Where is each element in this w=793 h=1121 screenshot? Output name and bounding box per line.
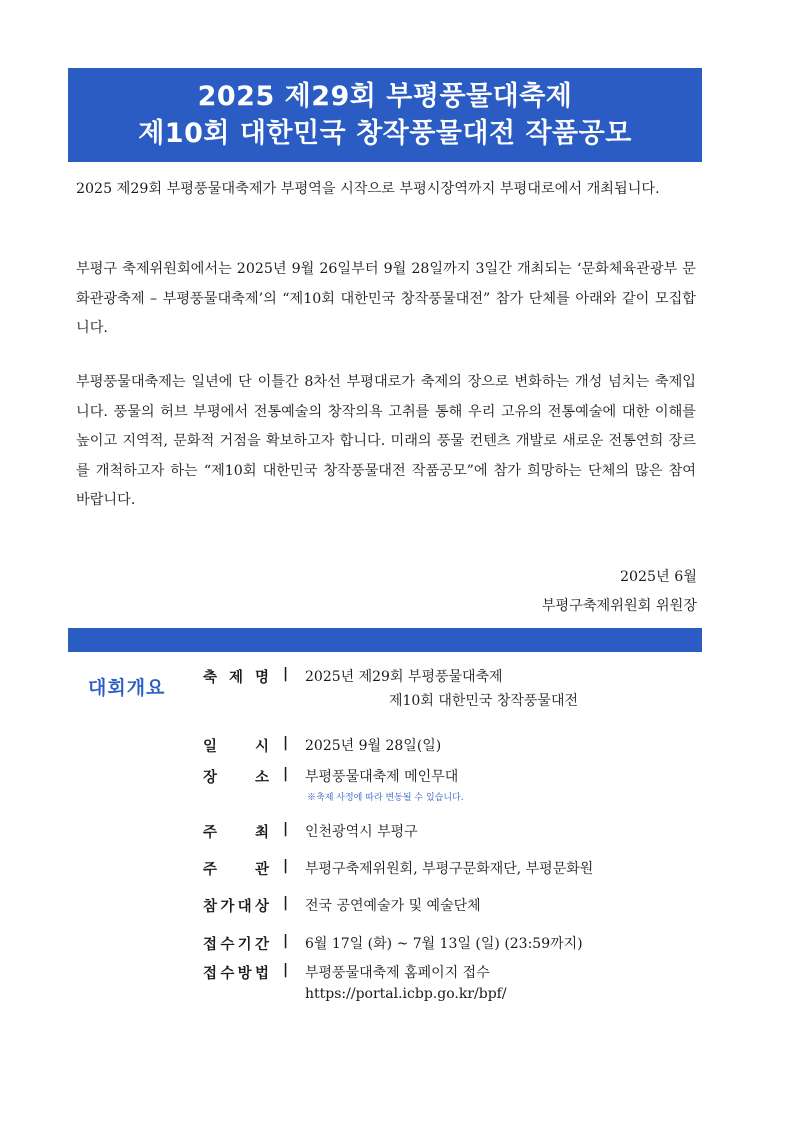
- overview-row-value: 부평풍물대축제 메인무대: [305, 769, 459, 785]
- overview-row-label: 접 수 기 간: [203, 937, 269, 953]
- overview-row-separator: |: [283, 666, 289, 682]
- overview-row-separator: |: [283, 933, 289, 949]
- overview-row-value: 인천광역시 부평구: [305, 824, 418, 840]
- overview-row-value-secondary: https://portal.icbp.go.kr/bpf/: [305, 986, 507, 1002]
- overview-row-value: 2025년 9월 28일(일): [305, 738, 442, 754]
- overview-row-separator: |: [283, 895, 289, 911]
- title-line-1: 2025 제29회 부평풍물대축제: [197, 81, 573, 112]
- overview-row-value: 2025년 제29회 부평풍물대축제: [305, 669, 503, 685]
- notice-signer: 부평구축제위원회 위원장: [541, 598, 697, 614]
- overview-row-value: 전국 공연예술가 및 예술단체: [305, 898, 481, 914]
- overview-row-label: 축 제 명: [203, 670, 269, 686]
- overview-row-value: 6월 17일 (화) ~ 7월 13일 (일) (23:59까지): [305, 936, 583, 952]
- intro-paragraph-2: 부평구 축제위원회에서는 2025년 9월 26일부터 9월 28일까지 3일간 개최되는 ‘문화체육관광부 문화관광축제 – 부평풍물대축제’의 “제10회 대한민국 창작풍물대전” 참가 단체를 아래와 같이 모집합니다.: [76, 261, 696, 336]
- intro-paragraph-3: 부평풍물대축제는 일년에 단 이틀간 8차선 부평대로가 축제의 장으로 변화하는 개성 넘치는 축제입니다. 풍물의 허브 부평에서 전통예술의 창작의욕 고취를 통해 우리 고유의 전통예술에 대한 이해를 높이고 지역적, 문화적 거점을 확보하고자 합니다. 미래의 풍물 컨텐츠 개발로 새로운 전통연희 장르를 개척하고자 하는 “제10회 대한민국 창작풍물대전 작품공모”에 참가 희망하는 단체의 많은 참여 바랍니다.: [76, 374, 696, 508]
- intro-paragraph-1: 2025 제29회 부평풍물대축제가 부평역을 시작으로 부평시장역까지 부평대로에서 개최됩니다.: [76, 181, 660, 197]
- overview-row-value-secondary: 제10회 대한민국 창작풍물대전: [389, 693, 579, 709]
- overview-heading: 대회개요: [88, 677, 166, 699]
- title-line-2: 제10회 대한민국 창작풍물대전 작품공모: [138, 118, 632, 149]
- overview-row-separator: |: [283, 735, 289, 751]
- title-banner: [68, 68, 702, 162]
- overview-row-value: 부평구축제위원회, 부평구문화재단, 부평문화원: [305, 861, 594, 877]
- overview-row-separator: |: [283, 962, 289, 978]
- overview-row-value: 부평풍물대축제 홈페이지 접수: [305, 965, 490, 981]
- notice-date: 2025년 6월: [619, 569, 697, 585]
- overview-row-label: 참 가 대 상: [203, 899, 269, 915]
- overview-row-separator: |: [283, 766, 289, 782]
- overview-row-label: 일 시: [203, 739, 269, 755]
- section-divider-bar: [68, 628, 702, 652]
- overview-row-separator: |: [283, 858, 289, 874]
- overview-row-separator: |: [283, 821, 289, 837]
- overview-row-note: ※축제 사정에 따라 변동될 수 있습니다.: [307, 793, 464, 803]
- overview-row-label: 주 최: [203, 825, 269, 841]
- overview-row-label: 장 소: [203, 770, 269, 786]
- overview-row-label: 접 수 방 법: [203, 966, 269, 982]
- overview-row-label: 주 관: [203, 862, 269, 878]
